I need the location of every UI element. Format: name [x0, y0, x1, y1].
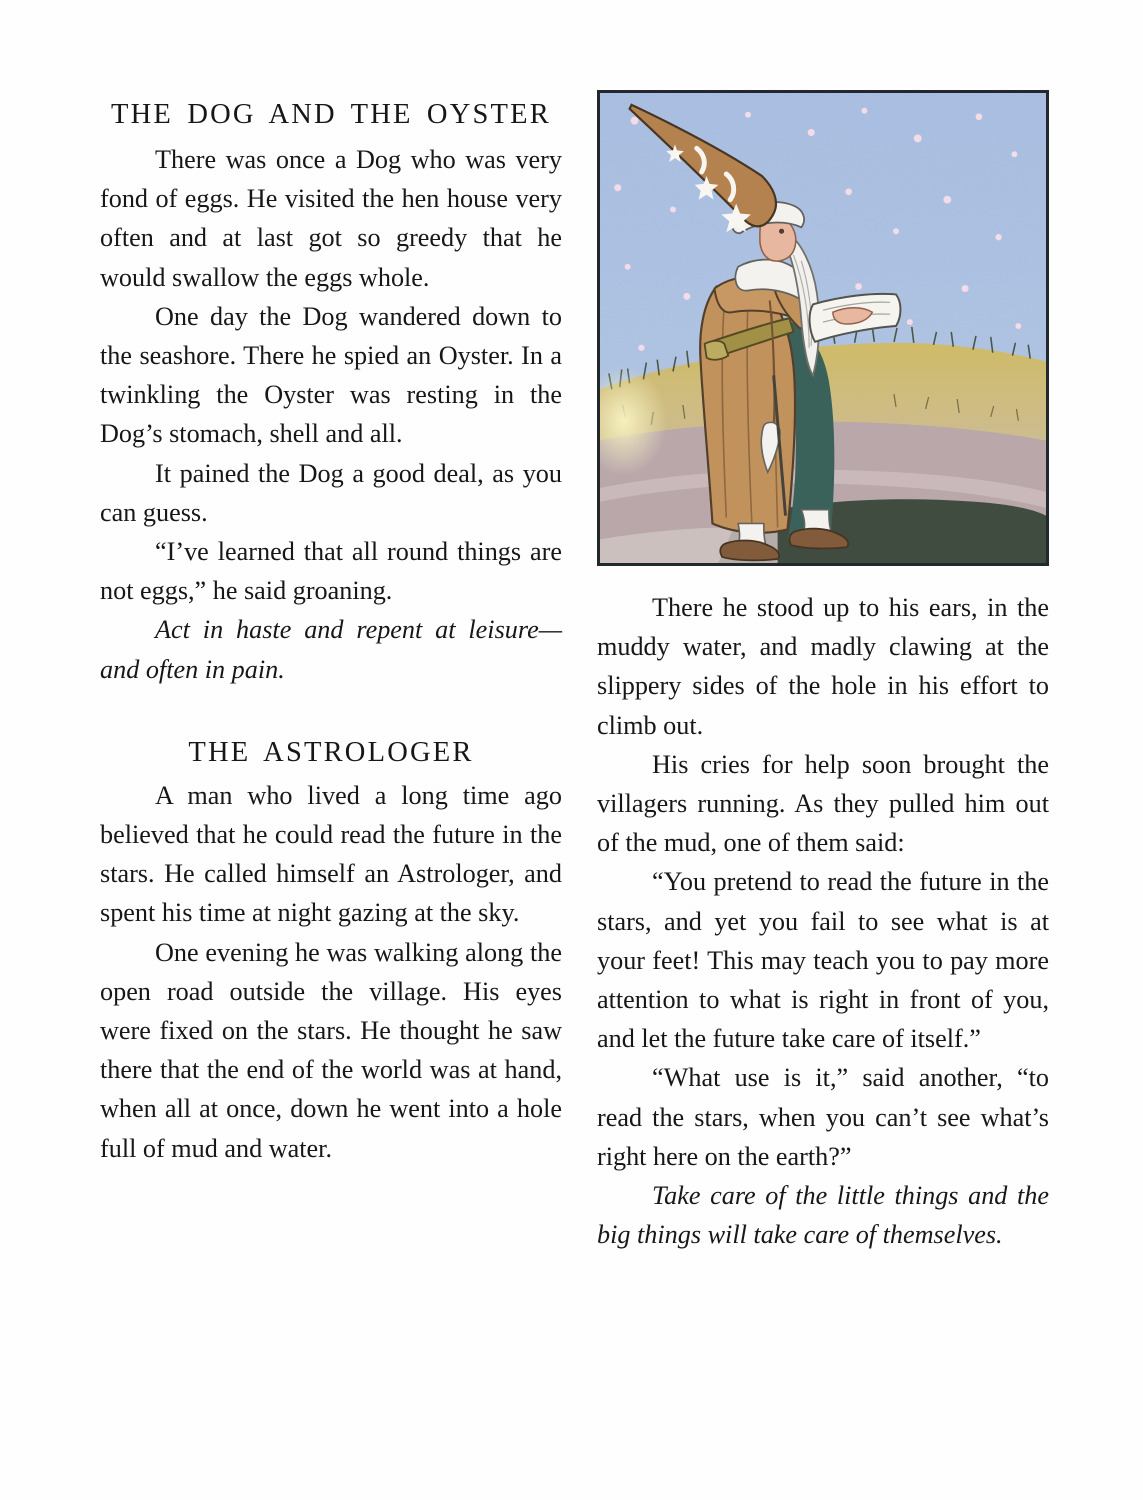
moral-text: Take care of the little things and the big things will take care of themselves. [597, 1181, 1049, 1250]
left-text-column [100, 95, 562, 1168]
paragraph: “What use is it,” said another, “to read the stars, when you can’t see what’s right here on the earth?” [597, 1063, 1049, 1171]
illustration-astrologer [597, 90, 1049, 566]
moral-text: Act in haste and repent at leisure—and often in pain. [100, 615, 562, 684]
paragraph: One evening he was walking along the open road outside the village. His eyes were fixed on the stars. He thought he saw there that the end of the world was at hand, when all at once, down he went into a hole full of mud and water. [100, 937, 562, 1163]
illustration-artwork [600, 93, 1046, 563]
paragraph: His cries for help soon brought the villagers running. As they pulled him out of the mud, one of them said: [597, 749, 1049, 858]
right-text-column [597, 588, 1049, 1254]
paragraph: “You pretend to read the future in the stars, and yet you fail to see what is at your feet! This may teach you to pay more attention to what is right in front of you, and let the future take care of itself.” [597, 867, 1049, 1054]
paragraph: “I’ve learned that all round things are not eggs,” he said groaning. [100, 537, 562, 606]
story-title-dog-and-oyster: THE DOG AND THE OYSTER [111, 99, 551, 130]
paragraph: A man who lived a long time ago believed that he could read the future in the stars. He called himself an Astrologer, and spent his time at night gazing at the sky. [100, 780, 562, 928]
story-title-astrologer: THE ASTROLOGER [188, 736, 474, 768]
paragraph: There was once a Dog who was very fond of eggs. He visited the hen house very often and at last got so greedy that he would swallow the eggs whole. [100, 145, 562, 292]
paragraph: One day the Dog wandered down to the seashore. There he spied an Oyster. In a twinkling the Oyster was resting in the Dog’s stomach, shell and all. [100, 301, 562, 449]
paragraph: It pained the Dog a good deal, as you can guess. [100, 458, 562, 527]
paragraph: There he stood up to his ears, in the muddy water, and madly clawing at the slippery sides of the hole in his effort to climb out. [597, 593, 1049, 740]
